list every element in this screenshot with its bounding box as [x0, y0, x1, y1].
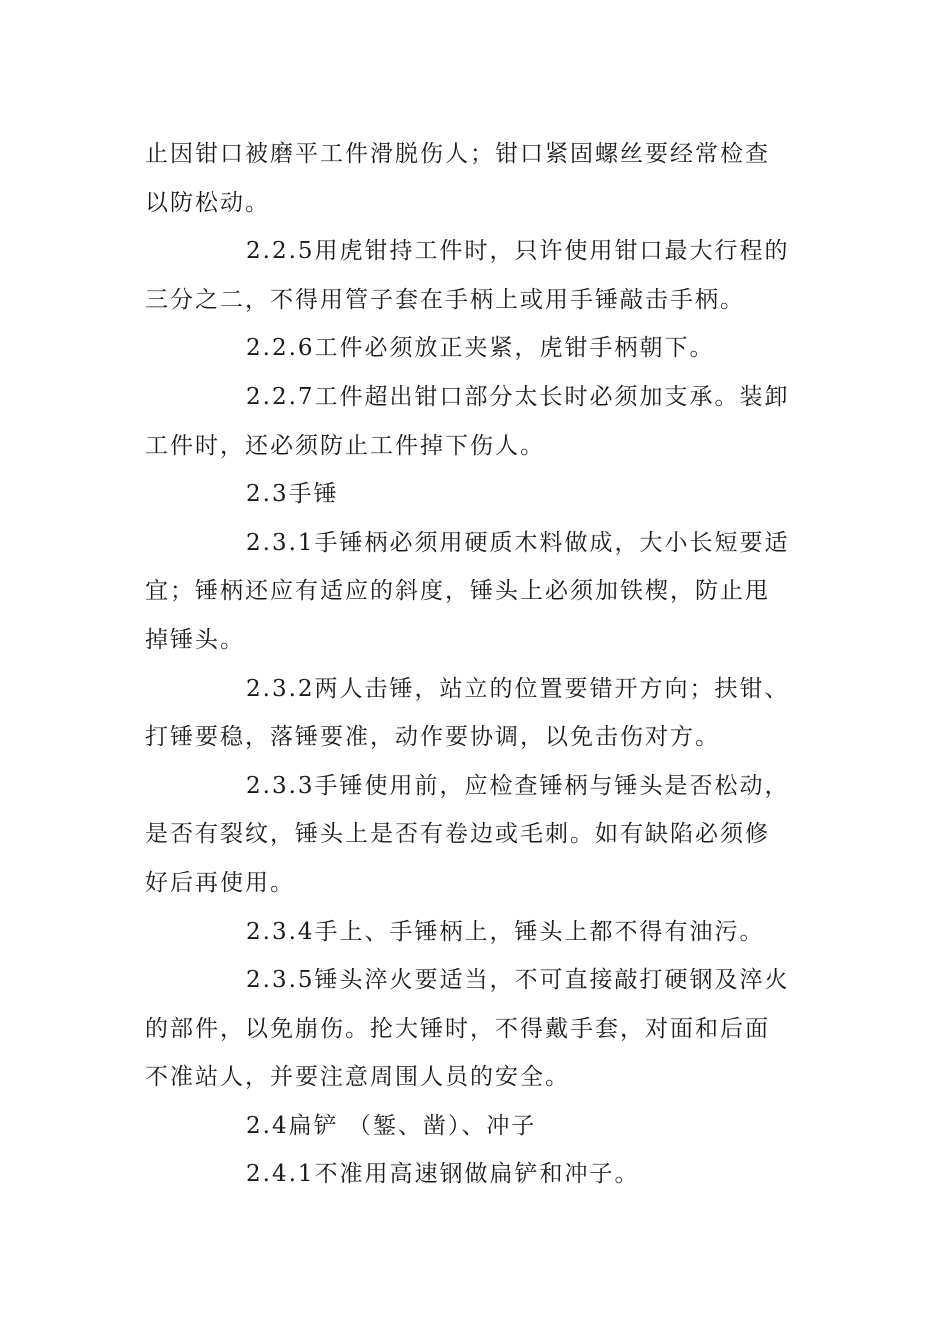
text-line: 是否有裂纹，锤头上是否有卷边或毛刺。如有缺陷必须修: [145, 821, 770, 848]
text-line: 止因钳口被磨平工件滑脱伤人；钳口紧固螺丝要经常检查: [145, 141, 770, 167]
text-line: 2.3.4手上、手锤柄上，锤头上都不得有油污。: [246, 918, 765, 945]
text-line: 以防松动。: [145, 189, 270, 216]
text-line: 2.2.6工件必须放正夹紧，虎钳手柄朝下。: [246, 335, 715, 362]
text-line: 2.3.5锤头淬火要适当，不可直接敲打硬钢及淬火: [246, 967, 790, 994]
text-line: 2.4.1不准用高速钢做扁铲和冲子。: [246, 1161, 640, 1188]
section-heading: 2.4扁铲 （錾、凿）、冲子: [246, 1112, 537, 1139]
text-line: 工件时，还必须防止工件掉下伤人。: [145, 432, 545, 459]
section-heading: 2.3手锤: [246, 481, 339, 508]
text-line: 2.2.5用虎钳持工件时，只许使用钳口最大行程的: [246, 238, 790, 265]
text-line: 2.3.2两人击锤，站立的位置要错开方向；扶钳、: [246, 675, 790, 702]
text-line: 打锤要稳，落锤要准，动作要协调，以免击伤对方。: [145, 724, 720, 751]
text-line: 三分之二，不得用管子套在手柄上或用手锤敲击手柄。: [145, 286, 745, 313]
text-line: 宜；锤柄还应有适应的斜度，锤头上必须加铁楔，防止甩: [145, 578, 770, 605]
text-line: 2.3.3手锤使用前，应检查锤柄与锤头是否松动，: [246, 772, 790, 799]
document-body: [145, 130, 810, 1199]
text-line: 不准站人，并要注意周围人员的安全。: [145, 1064, 570, 1091]
text-line: 2.2.7工件超出钳口部分太长时必须加支承。装卸: [246, 383, 790, 410]
text-line: 好后再使用。: [145, 869, 295, 896]
text-line: 的部件，以免崩伤。抡大锤时，不得戴手套，对面和后面: [145, 1015, 770, 1042]
text-line: 2.3.1手锤柄必须用硬质木料做成，大小长短要适: [246, 529, 790, 556]
text-line: 掉锤头。: [145, 626, 245, 653]
